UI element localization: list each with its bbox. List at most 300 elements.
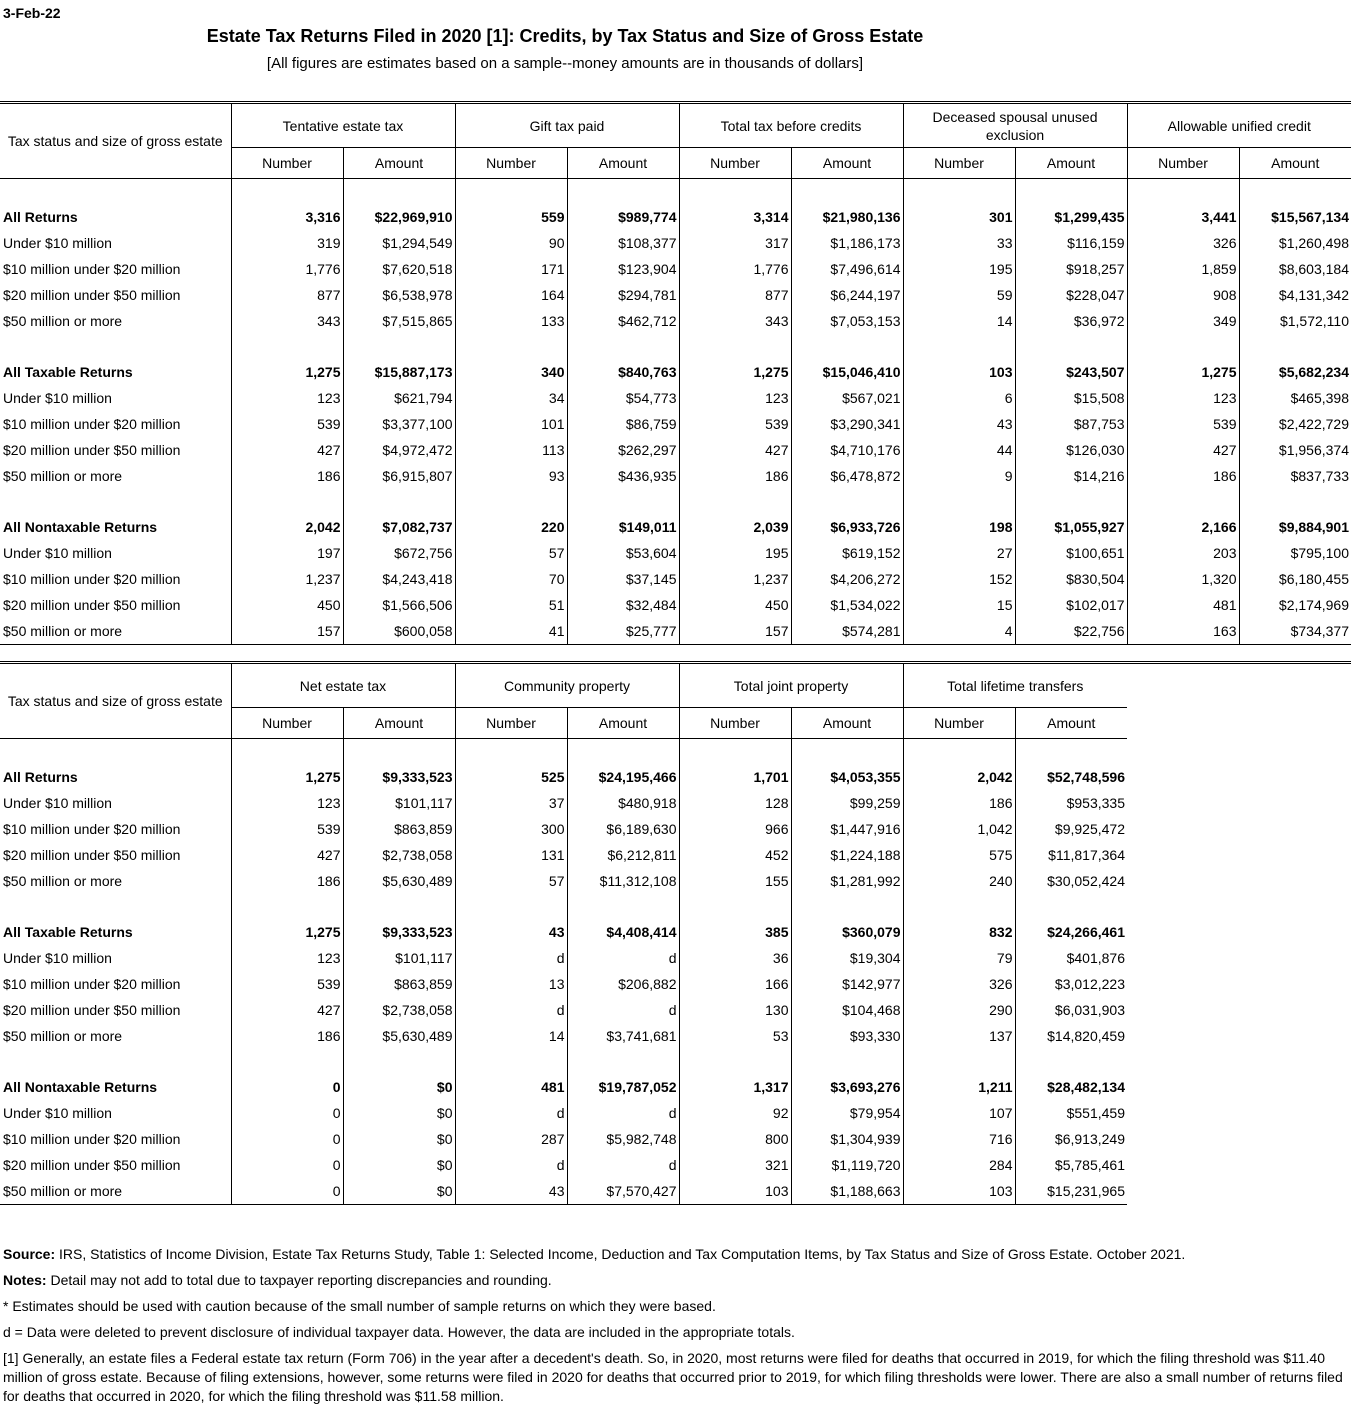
number-cell: 3,314 bbox=[679, 204, 791, 230]
amount-cell: $52,748,596 bbox=[1015, 764, 1127, 790]
number-cell: 343 bbox=[679, 308, 791, 334]
number-cell: 57 bbox=[455, 868, 567, 894]
amount-cell: $87,753 bbox=[1015, 411, 1127, 437]
table-row bbox=[0, 411, 1351, 437]
table-row bbox=[0, 282, 1351, 308]
number-cell: 1,776 bbox=[679, 256, 791, 282]
amount-cell: $0 bbox=[343, 1126, 455, 1152]
number-cell: 4 bbox=[903, 618, 1015, 645]
number-cell: 1,211 bbox=[903, 1074, 1015, 1100]
table-row bbox=[0, 385, 1351, 411]
amount-cell: $5,982,748 bbox=[567, 1126, 679, 1152]
number-cell: 1,859 bbox=[1127, 256, 1239, 282]
number-cell: 3,441 bbox=[1127, 204, 1239, 230]
number-cell: 290 bbox=[903, 997, 1015, 1023]
number-cell: 1,776 bbox=[231, 256, 343, 282]
number-cell: 6 bbox=[903, 385, 1015, 411]
amount-cell: $206,882 bbox=[567, 971, 679, 997]
number-cell: 1,237 bbox=[231, 566, 343, 592]
amount-cell: $37,145 bbox=[567, 566, 679, 592]
number-header: Number bbox=[231, 148, 343, 179]
amount-cell: $600,058 bbox=[343, 618, 455, 645]
amount-cell: $262,297 bbox=[567, 437, 679, 463]
amount-header: Amount bbox=[343, 708, 455, 739]
row-label: Under $10 million bbox=[3, 1105, 112, 1121]
amount-cell: $25,777 bbox=[567, 618, 679, 645]
notes-section bbox=[3, 1245, 1348, 1413]
table-row bbox=[0, 1100, 1351, 1126]
number-cell: 1,701 bbox=[679, 764, 791, 790]
amount-cell: $619,152 bbox=[791, 540, 903, 566]
table-row bbox=[0, 764, 1351, 790]
number-cell: 321 bbox=[679, 1152, 791, 1178]
number-cell: 9 bbox=[903, 463, 1015, 489]
number-cell: 157 bbox=[231, 618, 343, 645]
number-cell: 44 bbox=[903, 437, 1015, 463]
number-cell: 33 bbox=[903, 230, 1015, 256]
number-cell: 186 bbox=[231, 1023, 343, 1049]
table-row bbox=[0, 1152, 1351, 1178]
amount-cell: $5,630,489 bbox=[343, 868, 455, 894]
row-label: $10 million under $20 million bbox=[3, 261, 181, 277]
number-cell: 1,042 bbox=[903, 816, 1015, 842]
amount-cell: $436,935 bbox=[567, 463, 679, 489]
number-cell: 539 bbox=[231, 971, 343, 997]
amount-cell: $4,206,272 bbox=[791, 566, 903, 592]
number-cell: 1,317 bbox=[679, 1074, 791, 1100]
amount-cell: $102,017 bbox=[1015, 592, 1127, 618]
number-cell: 13 bbox=[455, 971, 567, 997]
number-header: Number bbox=[679, 148, 791, 179]
amount-cell: $22,969,910 bbox=[343, 204, 455, 230]
amount-cell: $1,281,992 bbox=[791, 868, 903, 894]
row-label: $10 million under $20 million bbox=[3, 821, 181, 837]
amount-cell: $3,290,341 bbox=[791, 411, 903, 437]
amount-cell: $863,859 bbox=[343, 971, 455, 997]
number-cell: 575 bbox=[903, 842, 1015, 868]
number-cell: 14 bbox=[455, 1023, 567, 1049]
number-cell: 59 bbox=[903, 282, 1015, 308]
number-cell: 2,039 bbox=[679, 514, 791, 540]
number-cell: 15 bbox=[903, 592, 1015, 618]
amount-cell: $7,570,427 bbox=[567, 1178, 679, 1205]
number-cell: 385 bbox=[679, 919, 791, 945]
number-cell: 450 bbox=[231, 592, 343, 618]
amount-cell: $5,785,461 bbox=[1015, 1152, 1127, 1178]
amount-cell: $7,515,865 bbox=[343, 308, 455, 334]
number-cell: 92 bbox=[679, 1100, 791, 1126]
number-cell: 53 bbox=[679, 1023, 791, 1049]
number-cell: 539 bbox=[1127, 411, 1239, 437]
number-cell: 539 bbox=[679, 411, 791, 437]
number-cell: 559 bbox=[455, 204, 567, 230]
row-label: Under $10 million bbox=[3, 795, 112, 811]
amount-cell: $7,082,737 bbox=[343, 514, 455, 540]
amount-cell: $3,377,100 bbox=[343, 411, 455, 437]
amount-cell: $465,398 bbox=[1239, 385, 1351, 411]
number-cell: 123 bbox=[1127, 385, 1239, 411]
number-cell: 107 bbox=[903, 1100, 1015, 1126]
general-note: Notes: Detail may not add to total due to taxpayer reporting discrepancies and rounding. bbox=[3, 1272, 552, 1288]
number-cell: 343 bbox=[231, 308, 343, 334]
table-row bbox=[0, 540, 1351, 566]
number-cell: 832 bbox=[903, 919, 1015, 945]
number-cell: 0 bbox=[231, 1178, 343, 1205]
number-cell: 128 bbox=[679, 790, 791, 816]
amount-cell: d bbox=[567, 997, 679, 1023]
amount-cell: $1,188,663 bbox=[791, 1178, 903, 1205]
asterisk-note: * Estimates should be used with caution because of the small number of sample returns on which they were based. bbox=[3, 1298, 716, 1314]
number-cell: 133 bbox=[455, 308, 567, 334]
table-row bbox=[0, 997, 1351, 1023]
amount-cell: $126,030 bbox=[1015, 437, 1127, 463]
number-cell: 300 bbox=[455, 816, 567, 842]
table-row bbox=[0, 256, 1351, 282]
table-row bbox=[0, 204, 1351, 230]
amount-cell: $6,478,872 bbox=[791, 463, 903, 489]
amount-cell: $8,603,184 bbox=[1239, 256, 1351, 282]
number-cell: 0 bbox=[231, 1126, 343, 1152]
number-cell: 427 bbox=[1127, 437, 1239, 463]
amount-cell: $734,377 bbox=[1239, 618, 1351, 645]
row-header: Tax status and size of gross estate bbox=[0, 663, 231, 739]
row-label: Under $10 million bbox=[3, 390, 112, 406]
table-row bbox=[0, 842, 1351, 868]
amount-cell: $4,710,176 bbox=[791, 437, 903, 463]
amount-cell: $101,117 bbox=[343, 790, 455, 816]
amount-cell: $360,079 bbox=[791, 919, 903, 945]
row-label: Under $10 million bbox=[3, 545, 112, 561]
table-row bbox=[0, 437, 1351, 463]
amount-cell: $4,243,418 bbox=[343, 566, 455, 592]
number-cell: 195 bbox=[903, 256, 1015, 282]
number-cell: 70 bbox=[455, 566, 567, 592]
amount-cell: $11,312,108 bbox=[567, 868, 679, 894]
amount-header: Amount bbox=[1015, 708, 1127, 739]
column-group-header: Total lifetime transfers bbox=[903, 663, 1127, 708]
number-cell: 3,316 bbox=[231, 204, 343, 230]
number-cell: 317 bbox=[679, 230, 791, 256]
table-row bbox=[0, 1126, 1351, 1152]
number-cell: 103 bbox=[679, 1178, 791, 1205]
amount-cell: $7,496,614 bbox=[791, 256, 903, 282]
amount-cell: $574,281 bbox=[791, 618, 903, 645]
amount-cell: $15,887,173 bbox=[343, 359, 455, 385]
number-cell: 1,237 bbox=[679, 566, 791, 592]
number-cell: 101 bbox=[455, 411, 567, 437]
number-cell: 2,042 bbox=[903, 764, 1015, 790]
amount-cell: $795,100 bbox=[1239, 540, 1351, 566]
estate-tax-property-table bbox=[0, 661, 1351, 1205]
number-header: Number bbox=[1127, 148, 1239, 179]
amount-cell: $672,756 bbox=[343, 540, 455, 566]
amount-cell: $2,738,058 bbox=[343, 997, 455, 1023]
number-cell: 427 bbox=[679, 437, 791, 463]
number-header: Number bbox=[903, 148, 1015, 179]
amount-cell: $1,055,927 bbox=[1015, 514, 1127, 540]
amount-cell: $1,260,498 bbox=[1239, 230, 1351, 256]
amount-cell: $2,738,058 bbox=[343, 842, 455, 868]
number-cell: 481 bbox=[455, 1074, 567, 1100]
number-cell: 123 bbox=[231, 945, 343, 971]
amount-cell: $4,131,342 bbox=[1239, 282, 1351, 308]
amount-cell: $1,224,188 bbox=[791, 842, 903, 868]
amount-header: Amount bbox=[343, 148, 455, 179]
amount-cell: $462,712 bbox=[567, 308, 679, 334]
number-cell: 171 bbox=[455, 256, 567, 282]
row-label: $20 million under $50 million bbox=[3, 847, 181, 863]
amount-cell: $149,011 bbox=[567, 514, 679, 540]
amount-header: Amount bbox=[791, 708, 903, 739]
footnote-1: [1] Generally, an estate files a Federal estate tax return (Form 706) in the year after a decedent's death. So, in 2020, most returns were filed for deaths that occurred in 2019, for which the filing threshold was $11.40 million of gross estate. Because of filing extensions, however, some returns were filed in 2020 for deaths that occurred prior to 2019, for which filing thresholds were lower. There are also a small number of returns filed for deaths that occurred in 2020, for which the filing threshold was $11.58 million. bbox=[3, 1350, 1343, 1404]
number-cell: 186 bbox=[231, 463, 343, 489]
amount-cell: $3,741,681 bbox=[567, 1023, 679, 1049]
table-row bbox=[0, 919, 1351, 945]
number-cell: 203 bbox=[1127, 540, 1239, 566]
amount-cell: $5,630,489 bbox=[343, 1023, 455, 1049]
number-cell: 43 bbox=[455, 919, 567, 945]
row-label: $50 million or more bbox=[0, 1178, 231, 1205]
amount-cell: $6,538,978 bbox=[343, 282, 455, 308]
amount-cell: $401,876 bbox=[1015, 945, 1127, 971]
table-row bbox=[0, 1074, 1351, 1100]
number-cell: 800 bbox=[679, 1126, 791, 1152]
table-row bbox=[0, 359, 1351, 385]
number-cell: 2,042 bbox=[231, 514, 343, 540]
table-row bbox=[0, 618, 1351, 645]
number-cell: 539 bbox=[231, 411, 343, 437]
number-cell: 103 bbox=[903, 359, 1015, 385]
amount-cell: $22,756 bbox=[1015, 618, 1127, 645]
amount-cell: $9,884,901 bbox=[1239, 514, 1351, 540]
number-cell: 427 bbox=[231, 997, 343, 1023]
number-cell: d bbox=[455, 945, 567, 971]
amount-cell: d bbox=[567, 945, 679, 971]
amount-cell: $24,266,461 bbox=[1015, 919, 1127, 945]
amount-cell: $32,484 bbox=[567, 592, 679, 618]
number-cell: 113 bbox=[455, 437, 567, 463]
number-header: Number bbox=[903, 708, 1015, 739]
number-cell: 220 bbox=[455, 514, 567, 540]
amount-header: Amount bbox=[791, 148, 903, 179]
amount-cell: $1,186,173 bbox=[791, 230, 903, 256]
row-label: All Nontaxable Returns bbox=[3, 519, 158, 535]
number-cell: 539 bbox=[231, 816, 343, 842]
amount-cell: $36,972 bbox=[1015, 308, 1127, 334]
row-label: $50 million or more bbox=[3, 468, 123, 484]
amount-header: Amount bbox=[567, 148, 679, 179]
amount-cell: $6,933,726 bbox=[791, 514, 903, 540]
number-cell: 123 bbox=[679, 385, 791, 411]
row-label: $10 million under $20 million bbox=[3, 571, 181, 587]
number-cell: 427 bbox=[231, 842, 343, 868]
amount-cell: $1,299,435 bbox=[1015, 204, 1127, 230]
row-label: $50 million or more bbox=[3, 313, 123, 329]
source-note: Source: IRS, Statistics of Income Division, Estate Tax Returns Study, Table 1: Selected Income, Deduction and Tax Computation Items, by Tax Status and Size of Gross Estate. October 2021. bbox=[3, 1246, 1186, 1262]
number-header: Number bbox=[231, 708, 343, 739]
amount-cell: $2,422,729 bbox=[1239, 411, 1351, 437]
number-cell: 123 bbox=[231, 790, 343, 816]
table-row bbox=[0, 592, 1351, 618]
number-cell: 452 bbox=[679, 842, 791, 868]
column-group-header: Allowable unified credit bbox=[1127, 103, 1351, 148]
amount-cell: $9,333,523 bbox=[343, 919, 455, 945]
amount-cell: $0 bbox=[343, 1100, 455, 1126]
page-subtitle: [All figures are estimates based on a sample--money amounts are in thousands of dollars] bbox=[266, 55, 864, 72]
amount-cell: $6,212,811 bbox=[567, 842, 679, 868]
amount-cell: $19,304 bbox=[791, 945, 903, 971]
table-row bbox=[0, 308, 1351, 334]
number-cell: 349 bbox=[1127, 308, 1239, 334]
row-header: Tax status and size of gross estate bbox=[0, 103, 231, 179]
amount-cell: $15,508 bbox=[1015, 385, 1127, 411]
amount-cell: $6,244,197 bbox=[791, 282, 903, 308]
row-label: $20 million under $50 million bbox=[3, 442, 181, 458]
amount-cell: $953,335 bbox=[1015, 790, 1127, 816]
number-cell: 197 bbox=[231, 540, 343, 566]
amount-cell: $79,954 bbox=[791, 1100, 903, 1126]
amount-cell: $24,195,466 bbox=[567, 764, 679, 790]
amount-cell: $6,913,249 bbox=[1015, 1126, 1127, 1152]
amount-cell: $228,047 bbox=[1015, 282, 1127, 308]
amount-cell: $7,053,153 bbox=[791, 308, 903, 334]
amount-cell: $480,918 bbox=[567, 790, 679, 816]
amount-cell: $1,304,939 bbox=[791, 1126, 903, 1152]
number-cell: 43 bbox=[455, 1178, 567, 1205]
amount-cell: $294,781 bbox=[567, 282, 679, 308]
number-cell: 2,166 bbox=[1127, 514, 1239, 540]
amount-cell: $100,651 bbox=[1015, 540, 1127, 566]
row-label: $20 million under $50 million bbox=[3, 597, 181, 613]
table-row bbox=[0, 816, 1351, 842]
number-cell: 1,275 bbox=[231, 359, 343, 385]
number-cell: 908 bbox=[1127, 282, 1239, 308]
number-cell: 131 bbox=[455, 842, 567, 868]
amount-cell: $2,174,969 bbox=[1239, 592, 1351, 618]
number-cell: 481 bbox=[1127, 592, 1239, 618]
table-row bbox=[0, 230, 1351, 256]
number-cell: 123 bbox=[231, 385, 343, 411]
number-cell: 103 bbox=[903, 1178, 1015, 1205]
amount-cell: $11,817,364 bbox=[1015, 842, 1127, 868]
table-row bbox=[0, 1178, 1351, 1205]
amount-cell: $15,046,410 bbox=[791, 359, 903, 385]
amount-cell: $1,119,720 bbox=[791, 1152, 903, 1178]
row-label: All Returns bbox=[3, 769, 78, 785]
number-cell: 1,320 bbox=[1127, 566, 1239, 592]
number-cell: d bbox=[455, 997, 567, 1023]
table-row bbox=[0, 566, 1351, 592]
amount-cell: $5,682,234 bbox=[1239, 359, 1351, 385]
amount-cell: $19,787,052 bbox=[567, 1074, 679, 1100]
amount-cell: $14,820,459 bbox=[1015, 1023, 1127, 1049]
number-cell: 186 bbox=[679, 463, 791, 489]
row-label: All Nontaxable Returns bbox=[3, 1079, 158, 1095]
amount-cell: $830,504 bbox=[1015, 566, 1127, 592]
number-cell: 1,275 bbox=[1127, 359, 1239, 385]
amount-cell: $142,977 bbox=[791, 971, 903, 997]
number-cell: 166 bbox=[679, 971, 791, 997]
amount-cell: $837,733 bbox=[1239, 463, 1351, 489]
number-cell: 326 bbox=[1127, 230, 1239, 256]
number-cell: 43 bbox=[903, 411, 1015, 437]
number-cell: 163 bbox=[1127, 618, 1239, 645]
number-cell: 186 bbox=[231, 868, 343, 894]
page-title: Estate Tax Returns Filed in 2020 [1]: Credits, by Tax Status and Size of Gross Estate bbox=[206, 26, 924, 46]
row-label: All Taxable Returns bbox=[3, 924, 133, 940]
amount-cell: $54,773 bbox=[567, 385, 679, 411]
row-label: Under $10 million bbox=[3, 235, 112, 251]
column-group-header: Deceased spousal unused exclusion bbox=[903, 103, 1127, 148]
number-cell: 340 bbox=[455, 359, 567, 385]
number-cell: d bbox=[455, 1100, 567, 1126]
amount-cell: $621,794 bbox=[343, 385, 455, 411]
amount-cell: $4,408,414 bbox=[567, 919, 679, 945]
table-row bbox=[0, 945, 1351, 971]
row-label: All Returns bbox=[3, 209, 78, 225]
number-cell: 877 bbox=[679, 282, 791, 308]
number-cell: 716 bbox=[903, 1126, 1015, 1152]
table-row bbox=[0, 463, 1351, 489]
number-cell: 427 bbox=[231, 437, 343, 463]
number-cell: 14 bbox=[903, 308, 1015, 334]
row-label: $20 million under $50 million bbox=[3, 287, 181, 303]
amount-cell: $0 bbox=[343, 1152, 455, 1178]
amount-cell: $15,231,965 bbox=[1015, 1178, 1127, 1205]
amount-cell: $123,904 bbox=[567, 256, 679, 282]
row-label: All Taxable Returns bbox=[3, 364, 133, 380]
number-cell: 157 bbox=[679, 618, 791, 645]
number-cell: d bbox=[455, 1152, 567, 1178]
number-cell: 326 bbox=[903, 971, 1015, 997]
amount-cell: $3,693,276 bbox=[791, 1074, 903, 1100]
amount-cell: d bbox=[567, 1152, 679, 1178]
amount-cell: $4,972,472 bbox=[343, 437, 455, 463]
amount-cell: $30,052,424 bbox=[1015, 868, 1127, 894]
number-header: Number bbox=[455, 148, 567, 179]
amount-cell: $1,534,022 bbox=[791, 592, 903, 618]
amount-header: Amount bbox=[567, 708, 679, 739]
amount-header: Amount bbox=[1239, 148, 1351, 179]
table-row bbox=[0, 971, 1351, 997]
number-cell: 90 bbox=[455, 230, 567, 256]
amount-cell: $1,956,374 bbox=[1239, 437, 1351, 463]
column-group-header: Total tax before credits bbox=[679, 103, 903, 148]
number-cell: 93 bbox=[455, 463, 567, 489]
column-group-header: Gift tax paid bbox=[455, 103, 679, 148]
number-cell: 198 bbox=[903, 514, 1015, 540]
number-cell: 0 bbox=[231, 1100, 343, 1126]
number-cell: 450 bbox=[679, 592, 791, 618]
number-cell: 1,275 bbox=[231, 764, 343, 790]
amount-cell: $243,507 bbox=[1015, 359, 1127, 385]
column-group-header: Tentative estate tax bbox=[231, 103, 455, 148]
row-label: $10 million under $20 million bbox=[3, 1131, 181, 1147]
number-cell: 155 bbox=[679, 868, 791, 894]
number-cell: 0 bbox=[231, 1152, 343, 1178]
column-group-header: Community property bbox=[455, 663, 679, 708]
number-cell: 186 bbox=[903, 790, 1015, 816]
row-label: $20 million under $50 million bbox=[3, 1157, 181, 1173]
number-cell: 1,275 bbox=[231, 919, 343, 945]
number-cell: 137 bbox=[903, 1023, 1015, 1049]
amount-cell: $1,572,110 bbox=[1239, 308, 1351, 334]
number-header: Number bbox=[679, 708, 791, 739]
number-cell: 0 bbox=[231, 1074, 343, 1100]
number-cell: 51 bbox=[455, 592, 567, 618]
amount-cell: $6,189,630 bbox=[567, 816, 679, 842]
amount-cell: $15,567,134 bbox=[1239, 204, 1351, 230]
